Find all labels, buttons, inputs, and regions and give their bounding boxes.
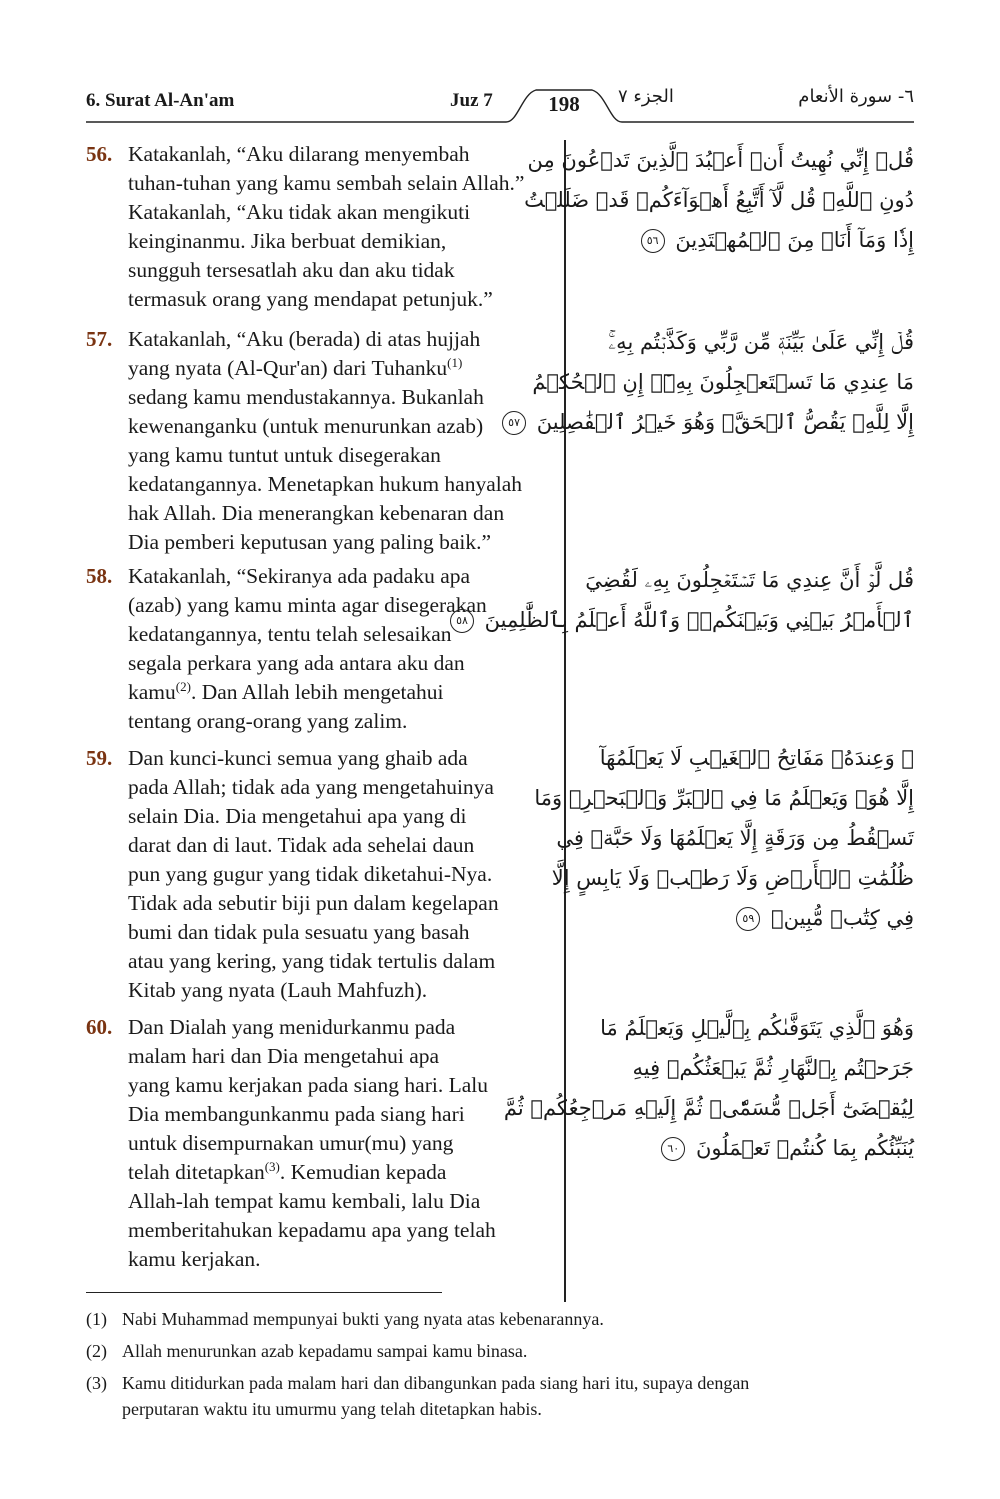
arabic-line	[456, 600, 914, 640]
verse-57-arabic	[508, 322, 914, 442]
verse-59-arabic	[534, 738, 914, 938]
arabic-line: قُل لَّوۡ أَنَّ عِندِي مَا تَسۡتَعۡجِلُونَ بِهِۦ لَقُضِيَ	[585, 568, 914, 592]
verse-line: pada Allah; tidak ada yang mengetahuinya	[128, 775, 494, 799]
verse-line: Dia membangunkanmu pada siang hari	[128, 1102, 465, 1126]
verse-line: hak Allah. Dia menerangkan kebenaran dan	[128, 501, 505, 525]
verse-line: yang kamu tuntut untuk disegerakan	[128, 443, 441, 467]
surah-title-latin: 6. Surat Al-An'am	[86, 90, 235, 111]
verse-line-text: yang nyata (Al-Qur'an) dari Tuhanku	[128, 356, 448, 380]
arabic-line	[576, 1128, 914, 1168]
footnote-number: (1)	[86, 1309, 107, 1329]
verse-line: (azab) yang kamu minta agar disegerakan	[128, 593, 487, 617]
footnote-ref: (2)	[175, 679, 191, 694]
arabic-text: إِلَّا لِلَّهِۖ يَقُصُّ ٱلۡحَقَّۖ وَهُوَ خَيۡرُ ٱلۡفَٰصِلِينَ	[536, 410, 914, 434]
verse-line: Katakanlah, “Aku dilarang menyembah	[128, 142, 470, 166]
verse-text	[128, 140, 562, 314]
verse-line: atau yang kering, yang tidak tertulis dalam	[128, 949, 496, 973]
verse-line: Dan kunci-kunci semua yang ghaib ada	[128, 746, 468, 770]
arabic-line: مَا عِندِي مَا تَسۡتَعۡجِلُونَ بِهِۦٓۚ إِنِ ٱلۡحُكۡمُ	[532, 370, 914, 394]
verse-line: untuk disempurnakan umur(mu) yang	[128, 1131, 454, 1155]
surah-title-arabic: ٦- سورة الأنعام	[798, 86, 914, 107]
verse-line: termasuk orang yang mendapat petunjuk.”	[128, 287, 493, 311]
footnote-line: Kamu ditidurkan pada malam hari dan dibangunkan pada siang hari itu, supaya dengan	[122, 1373, 750, 1393]
verse-line: keinginanmu. Jika berbuat demikian,	[128, 229, 447, 253]
verse-line: Katakanlah, “Aku tidak akan mengikuti	[128, 200, 471, 224]
verse-58-arabic	[456, 560, 914, 640]
verse-line: darat dan di laut. Tidak ada sehelai daun	[128, 833, 475, 857]
footnote-line: perputaran waktu itu umurmu yang telah ditetapkan habis.	[122, 1399, 542, 1419]
verse-line: Dia pemberi keputusan yang paling baik.”	[128, 530, 492, 554]
ayah-end-marker: ٥٨	[450, 609, 474, 633]
verse-text	[128, 1013, 562, 1274]
footnote-text: Nabi Muhammad mempunyai bukti yang nyata atas kebenarannya.	[122, 1309, 604, 1329]
verse-line: kewenanganku (untuk menurunkan azab)	[128, 414, 484, 438]
verse-line: malam hari dan Dia mengetahui apa	[128, 1044, 440, 1068]
verse-line: tentang orang-orang yang zalim.	[128, 709, 408, 733]
ayah-end-marker: ٦٠	[661, 1137, 685, 1161]
ayah-end-marker: ٥٩	[736, 907, 760, 931]
arabic-line: إِلَّا هُوَۚ وَيَعۡلَمُ مَا فِي ٱلۡبَرِّ وَٱلۡبَحۡرِۚ وَمَا	[534, 786, 914, 810]
arabic-line: قُلۡ إِنِّي عَلَىٰ بَيِّنَةٖ مِّن رَّبِّي وَكَذَّبۡتُم بِهِۦۚ	[608, 330, 914, 354]
verse-text	[128, 325, 562, 557]
verse-line	[128, 678, 562, 707]
verse-text	[128, 744, 562, 1005]
verse-line: segala perkara yang ada antara aku dan	[128, 651, 465, 675]
verse-line: kedatangannya, tentu telah selesaikan	[128, 622, 452, 646]
arabic-line: وَهُوَ ٱلَّذِي يَتَوَفَّىٰكُم بِٱلَّيۡلِ وَيَعۡلَمُ مَا	[600, 1016, 914, 1040]
verse-number: 56.	[86, 142, 113, 166]
arabic-line: ظُلُمَٰتِ ٱلۡأَرۡضِ وَلَا رَطۡبٖ وَلَا يَابِسٍ إِلَّا	[551, 866, 914, 890]
arabic-text: ٱلۡأَمۡرُ بَيۡنِي وَبَيۡنَكُمۡۗ وَٱللَّهُ أَعۡلَمُ بِٱلظَّٰلِمِينَ	[484, 608, 914, 632]
verse-line	[128, 1158, 562, 1187]
verse-number: 60.	[86, 1015, 113, 1039]
ayah-end-marker: ٥٧	[502, 411, 526, 435]
verse-number: 57.	[86, 327, 113, 351]
arabic-line: ۞ وَعِندَهُۥ مَفَاتِحُ ٱلۡغَيۡبِ لَا يَعۡلَمُهَآ	[599, 746, 914, 770]
verse-56-arabic	[524, 140, 914, 260]
verse-line	[128, 354, 562, 383]
verse-line: Katakanlah, “Sekiranya ada padaku apa	[128, 564, 471, 588]
verse-line: pun yang gugur yang tidak diketahui-Nya.	[128, 862, 493, 886]
verse-line: kamu kerjakan.	[128, 1247, 261, 1271]
verse-line-text: telah ditetapkan	[128, 1160, 265, 1184]
footnote-number: (2)	[86, 1341, 107, 1361]
arabic-line: قُلۡ إِنِّي نُهِيتُ أَنۡ أَعۡبُدَ ٱلَّذِينَ تَدۡعُونَ مِن	[527, 148, 914, 172]
verse-text	[128, 562, 562, 736]
verse-line: memberitahukan kepadamu apa yang telah	[128, 1218, 496, 1242]
verse-number: 59.	[86, 746, 113, 770]
verse-line: Tidak ada sebutir biji pun dalam kegelapan	[128, 891, 499, 915]
arabic-line: جَرَحۡتُم بِٱلنَّهَارِ ثُمَّ يَبۡعَثُكُمۡ فِيهِ	[632, 1056, 914, 1080]
verse-line: sungguh tersesatlah aku dan aku tidak	[128, 258, 455, 282]
footnote-text: Allah menurunkan azab kepadamu sampai kamu binasa.	[122, 1341, 528, 1361]
juz-label-latin: Juz 7	[450, 90, 493, 111]
arabic-line: تَسۡقُطُ مِن وَرَقَةٍ إِلَّا يَعۡلَمُهَا وَلَا حَبَّةٖ فِي	[556, 826, 914, 850]
verse-line: tuhan-tuhan yang kamu sembah selain Allah.”	[128, 171, 525, 195]
page-header	[86, 80, 914, 124]
verse-line: selain Dia. Dia mengetahui apa yang di	[128, 804, 467, 828]
verse-60-arabic	[503, 1008, 914, 1168]
arabic-text: إِذٗا وَمَآ أَنَا۠ مِنَ ٱلۡمُهۡتَدِينَ	[675, 228, 914, 252]
arabic-text: فِي كِتَٰبٖ مُّبِينٖ	[771, 906, 914, 930]
footnote-ref: (1)	[447, 355, 463, 370]
verse-line-text: . Kemudian kepada	[279, 1160, 447, 1184]
verse-line: yang kamu kerjakan pada siang hari. Lalu	[128, 1073, 488, 1097]
footnote-number: (3)	[86, 1373, 107, 1393]
arabic-line	[508, 402, 914, 442]
juz-label-arabic: الجزء ٧	[618, 86, 674, 107]
arabic-line: دُونِ ٱللَّهِۚ قُل لَّآ أَتَّبِعُ أَهۡوَآءَكُمۡ قَدۡ ضَلَلۡتُ	[524, 188, 914, 212]
footnote-rule	[86, 1292, 442, 1293]
footnote-ref: (3)	[264, 1159, 280, 1174]
verse-line: Kitab yang nyata (Lauh Mahfuzh).	[128, 978, 428, 1002]
page-number: 198	[548, 92, 580, 116]
header-rule	[86, 80, 914, 124]
verse-line-text: kamu	[128, 680, 176, 704]
arabic-line	[576, 220, 914, 260]
verse-line: Katakanlah, “Aku (berada) di atas hujjah	[128, 327, 481, 351]
verse-number: 58.	[86, 564, 113, 588]
arabic-text: يُنَبِّئُكُم بِمَا كُنتُمۡ تَعۡمَلُونَ	[695, 1136, 914, 1160]
arabic-line: لِيُقۡضَىٰٓ أَجَلٞ مُّسَمّٗىۖ ثُمَّ إِلَيۡهِ مَرۡجِعُكُمۡ ثُمَّ	[503, 1096, 914, 1120]
verse-line: bumi dan tidak pula sesuatu yang basah	[128, 920, 470, 944]
verse-line: Dan Dialah yang menidurkanmu pada	[128, 1015, 456, 1039]
verse-line: Allah-lah tempat kamu kembali, lalu Dia	[128, 1189, 481, 1213]
arabic-line	[576, 898, 914, 938]
ayah-end-marker: ٥٦	[641, 229, 665, 253]
verse-line: sedang kamu mendustakannya. Bukanlah	[128, 385, 484, 409]
verse-line: kedatangannya. Menetapkan hukum hanyalah	[128, 472, 523, 496]
footnote-text	[122, 1370, 916, 1422]
verse-line-text: . Dan Allah lebih mengetahui	[190, 680, 444, 704]
